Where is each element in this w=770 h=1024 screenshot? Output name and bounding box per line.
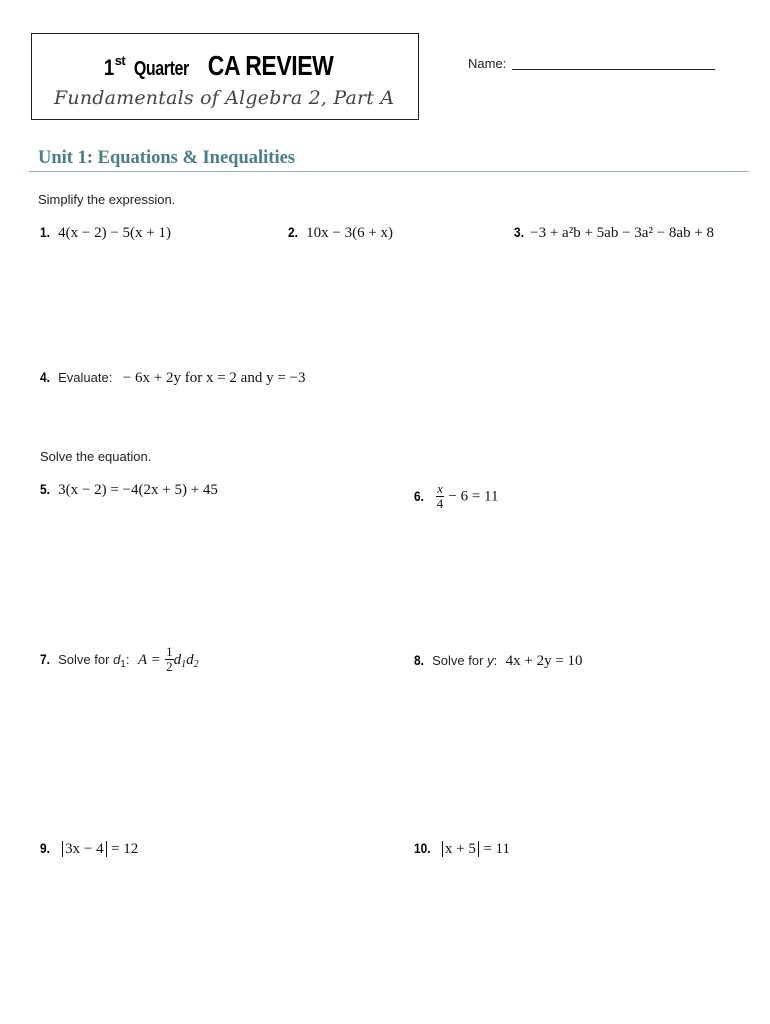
problem-3 bbox=[514, 224, 714, 242]
problem-7 bbox=[40, 645, 199, 674]
document-subtitle: Fundamentals of Algebra 2, Part A bbox=[54, 87, 395, 109]
absolute-value: 3x − 4 bbox=[62, 841, 106, 857]
problem-10 bbox=[414, 840, 510, 858]
simplify-instruction: Simplify the expression. bbox=[38, 192, 176, 207]
problem-number: 1. bbox=[40, 224, 50, 240]
unit-divider bbox=[29, 171, 749, 172]
label-prefix: Solve for bbox=[432, 653, 488, 668]
problem-label bbox=[58, 651, 130, 670]
title-main: CA REVIEW bbox=[207, 50, 334, 81]
rhs-d2: d bbox=[186, 651, 194, 668]
problem-expression: = 12 bbox=[111, 841, 139, 857]
problem-number: 8. bbox=[414, 652, 424, 668]
problem-expression: = 11 bbox=[483, 841, 510, 857]
solve-instruction: Solve the equation. bbox=[40, 449, 152, 464]
problem-label: Evaluate: bbox=[58, 370, 113, 385]
problem-number: 10. bbox=[414, 840, 431, 856]
equation-lhs: A = bbox=[137, 651, 161, 668]
equation-rhs bbox=[174, 652, 199, 668]
title-superscript: st bbox=[114, 53, 126, 68]
unit-heading: Unit 1: Equations & Inequalities bbox=[38, 148, 295, 168]
label-subscript: 1 bbox=[120, 658, 126, 670]
fraction bbox=[436, 482, 444, 511]
title-quarter: Quarter bbox=[134, 58, 190, 80]
rhs-d1: d bbox=[173, 651, 182, 668]
fraction-numerator: 1 bbox=[166, 644, 173, 659]
problem-6 bbox=[414, 482, 499, 511]
problem-5 bbox=[40, 481, 218, 499]
problem-number: 6. bbox=[414, 487, 424, 504]
absolute-value: x + 5 bbox=[442, 841, 479, 857]
problem-number: 3. bbox=[514, 224, 524, 240]
label-colon: : bbox=[493, 653, 498, 668]
problem-number: 7. bbox=[40, 650, 50, 667]
title-box bbox=[31, 33, 419, 120]
problem-2 bbox=[288, 224, 393, 242]
label-variable: y bbox=[487, 653, 494, 668]
problem-4 bbox=[40, 369, 306, 387]
name-field-line[interactable] bbox=[512, 69, 715, 70]
problem-8 bbox=[414, 652, 583, 670]
label-prefix: Solve for bbox=[58, 651, 114, 667]
title-number: 1 bbox=[103, 55, 114, 80]
problem-number: 9. bbox=[40, 840, 50, 856]
problem-expression: −3 + a²b + 5ab − 3a² − 8ab + 8 bbox=[530, 225, 715, 241]
rhs-sub2: 2 bbox=[193, 658, 199, 670]
problem-expression: 10x − 3(6 + x) bbox=[306, 225, 394, 241]
fraction-denominator: 4 bbox=[436, 496, 444, 511]
problem-expression: − 6x + 2y for x = 2 and y = −3 bbox=[122, 370, 306, 386]
label-colon: : bbox=[125, 651, 130, 667]
fraction-denominator: 2 bbox=[166, 659, 173, 674]
problem-number: 5. bbox=[40, 481, 50, 497]
problem-number: 2. bbox=[288, 224, 298, 240]
name-label: Name: bbox=[468, 56, 507, 71]
problem-expression: 4(x − 2) − 5(x + 1) bbox=[58, 225, 171, 241]
problem-9 bbox=[40, 840, 138, 858]
problem-expression: 4x + 2y = 10 bbox=[505, 653, 583, 669]
rhs-sub1: 1 bbox=[181, 658, 187, 670]
problem-1 bbox=[40, 224, 171, 242]
fraction-numerator: x bbox=[437, 481, 443, 496]
label-variable: d bbox=[113, 651, 121, 667]
problem-expression: 3(x − 2) = −4(2x + 5) + 45 bbox=[58, 482, 218, 498]
problem-label bbox=[432, 653, 497, 668]
problem-expression: − 6 = 11 bbox=[448, 488, 499, 505]
problem-number: 4. bbox=[40, 369, 50, 385]
fraction bbox=[165, 645, 174, 674]
document-title bbox=[32, 50, 418, 82]
